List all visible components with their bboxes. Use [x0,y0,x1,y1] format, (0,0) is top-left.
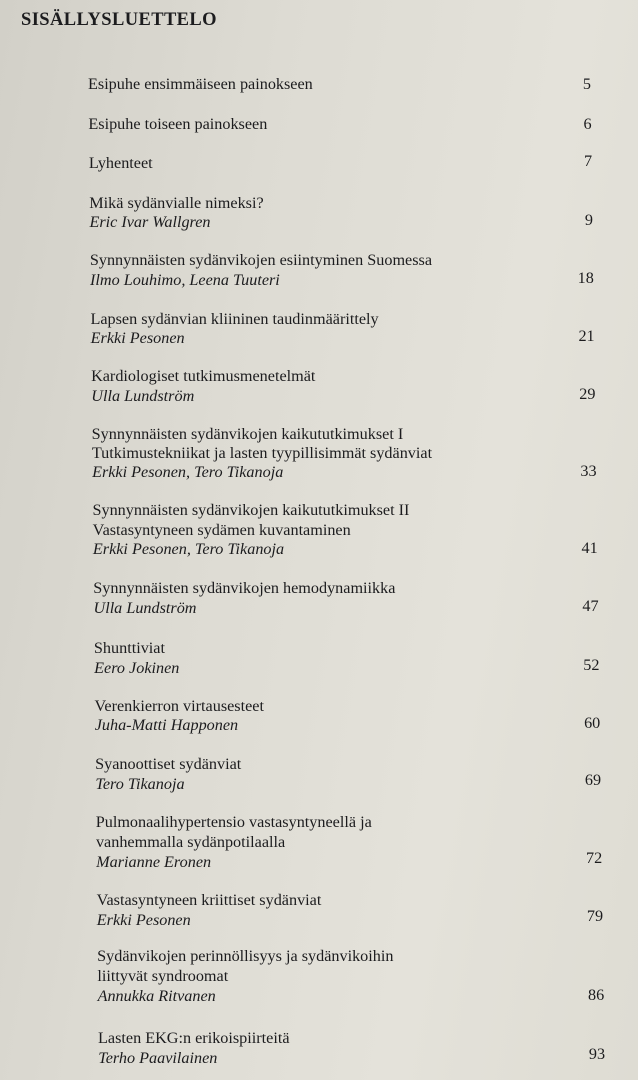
entry-author: Eric Ivar Wallgren [89,213,211,231]
entry-title: Lyhenteet [88,154,153,172]
entry-author: Erkki Pesonen, Tero Tikanoja [92,463,284,481]
entry-title: Pulmonaalihypertensio vastasyntyneellä ja [95,813,372,831]
entry-page-number: 86 [588,986,605,1004]
entry-author: Erkki Pesonen, Tero Tikanoja [92,540,285,558]
entry-author: Erkki Pesonen [90,329,185,347]
entry-page-number: 72 [586,849,603,867]
entry-page-number: 52 [583,656,600,674]
entry-author: Juha-Matti Happonen [94,716,239,734]
entry-page-number: 7 [584,152,593,170]
entry-page-number: 9 [584,211,593,229]
entry-page-number: 29 [579,385,596,403]
entry-title: Synnynnäisten sydänvikojen kaikututkimukset II [92,501,410,519]
entry-title: Synnynnäisten sydänvikojen kaikututkimukset I [91,425,404,443]
entry-title: Verenkierron virtausesteet [94,697,264,715]
entry-title: Synnynnäisten sydänvikojen hemodynamiikka [93,579,396,597]
entry-author: Erkki Pesonen [96,911,191,929]
entry-author: Ulla Lundström [93,599,197,617]
entry-title: Kardiologiset tutkimusmenetelmät [91,367,316,385]
page-title: SISÄLLYSLUETTELO [21,10,217,30]
entry-page-number: 79 [586,907,604,925]
entry-title: Sydänvikojen perinnöllisyys ja sydänvikoihin [97,947,394,965]
entry-page-number: 41 [581,539,598,557]
entry-title: liittyvät syndroomat [97,967,229,985]
entry-title: Mikä sydänvialle nimeksi? [89,194,264,212]
entry-title: Vastasyntyneen sydämen kuvantaminen [92,521,351,539]
entry-page-number: 47 [582,597,599,615]
entry-author: Tero Tikanoja [95,775,185,793]
entry-author: Eero Jokinen [94,659,180,677]
entry-author: Ilmo Louhimo, Leena Tuuteri [90,271,280,289]
entry-page-number: 21 [578,327,595,345]
entry-title: Esipuhe toiseen painokseen [88,115,268,133]
entry-title: Esipuhe ensimmäiseen painokseen [88,75,313,93]
entry-page-number: 33 [580,462,597,480]
entry-page-number: 69 [584,771,602,789]
entry-page-number: 60 [584,714,601,732]
entry-title: Shunttiviat [93,639,165,657]
entry-title: Syanoottiset sydänviat [95,755,242,773]
entry-author: Marianne Eronen [96,853,212,871]
entry-title: Lasten EKG:n erikoispiirteitä [98,1029,290,1047]
entry-title: Tutkimustekniikat ja lasten tyypillisimmät sydänviat [91,444,433,462]
entry-author: Terho Paavilainen [98,1049,218,1067]
entry-author: Ulla Lundström [91,387,195,405]
entry-page-number: 18 [577,269,594,287]
entry-title: Synnynnäisten sydänvikojen esiintyminen Suomessa [89,251,433,269]
entry-page-number: 6 [583,115,592,133]
entry-page-number: 93 [588,1045,606,1063]
entry-author: Annukka Ritvanen [97,987,216,1005]
entry-title: Vastasyntyneen kriittiset sydänviat [96,891,322,909]
entry-page-number: 5 [582,75,591,93]
entry-title: Lapsen sydänvian kliininen taudinmäärittely [90,310,379,328]
entry-title: vanhemmalla sydänpotilaalla [95,833,286,851]
